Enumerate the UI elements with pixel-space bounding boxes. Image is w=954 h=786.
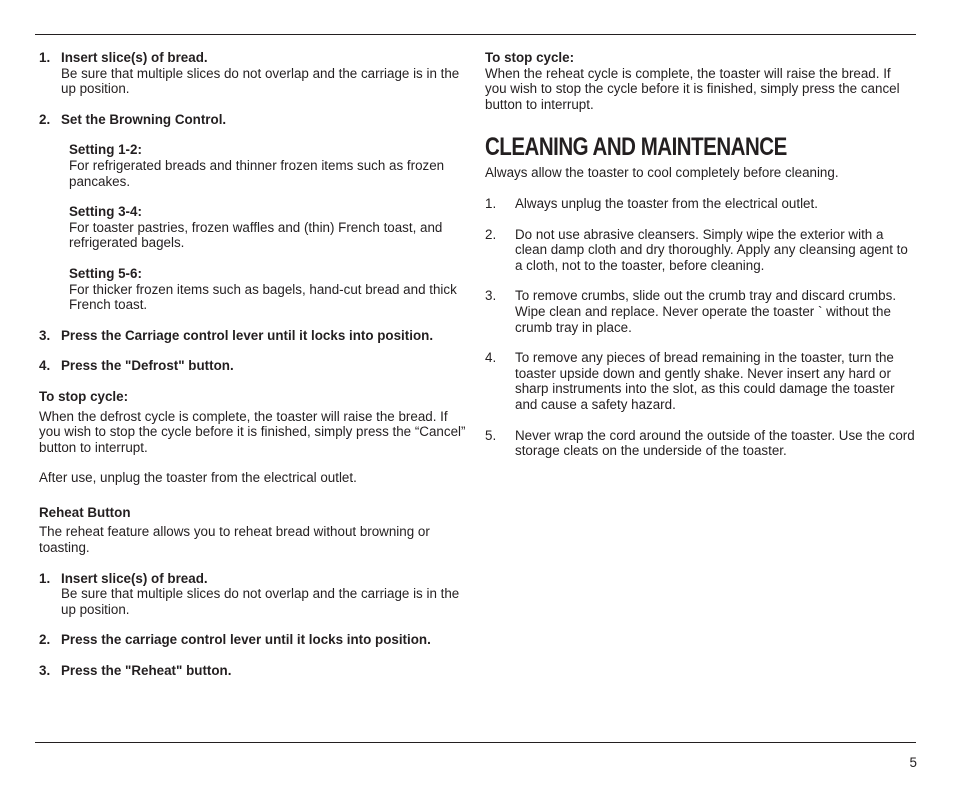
step-title: Insert slice(s) of bread. — [61, 50, 208, 65]
section-title: CLEANING AND MAINTENANCE — [485, 133, 787, 162]
step-title: Press the "Reheat" button. — [61, 663, 232, 679]
left-column — [39, 50, 469, 679]
step-title: Insert slice(s) of bread. — [61, 570, 208, 586]
setting-text: For refrigerated breads and thinner frozen items such as frozen pancakes. — [69, 157, 445, 189]
step-title: Press the carriage control lever until it locks into position. — [61, 632, 431, 648]
setting-text: For toaster pastries, frozen waffles and (thin) French toast, and refrigerated bagels. — [69, 219, 443, 251]
reheat-step-2 — [39, 632, 469, 648]
step-number: 3. — [39, 663, 51, 679]
step-text: Be sure that multiple slices do not overlap and the carriage is in the up position. — [61, 586, 460, 617]
step-text: Never wrap the cord around the outside of the toaster. Use the cord storage cleats on the underside of the toaster. — [515, 427, 915, 459]
reheat-stop-text: When the reheat cycle is complete, the toaster will raise the bread. If you wish to stop the cycle before it is finished, simply press the cancel button to interrupt. — [485, 65, 900, 112]
top-rule — [35, 34, 916, 35]
step-number: 5. — [485, 427, 497, 443]
bottom-rule — [35, 742, 916, 743]
reheat-step-1 — [39, 571, 469, 618]
browning-setting-1-2 — [69, 142, 469, 189]
page-number: 5 — [909, 755, 917, 770]
toast-step-2 — [39, 112, 469, 128]
reheat-stop-heading: To stop cycle: — [485, 50, 575, 65]
toast-step-4 — [39, 358, 469, 374]
cleaning-intro: Always allow the toaster to cool completely before cleaning. — [485, 165, 839, 181]
reheat-intro: The reheat feature allows you to reheat bread without browning or toasting. — [39, 524, 430, 556]
step-number: 2. — [39, 111, 51, 127]
cleaning-step-1 — [485, 196, 915, 212]
step-number: 3. — [39, 327, 51, 343]
right-column — [485, 50, 915, 459]
toast-step-1 — [39, 50, 469, 97]
setting-title: Setting 1-2: — [69, 142, 142, 158]
defrost-stop-heading: To stop cycle: — [39, 388, 129, 404]
step-number: 1. — [39, 50, 51, 65]
step-text: To remove crumbs, slide out the crumb tray and discard crumbs. Wipe clean and replace. Never operate the toaster ` without the crumb tray in place. — [515, 288, 897, 335]
defrost-stop-text: When the defrost cycle is complete, the toaster will raise the bread. If you wish to stop the cycle before it is finished, simply press the “Cancel” button to interrupt. — [39, 408, 466, 455]
step-title: Set the Browning Control. — [61, 111, 227, 127]
step-number: 2. — [485, 226, 497, 242]
step-title: Press the "Defrost" button. — [61, 358, 234, 374]
step-text: Be sure that multiple slices do not overlap and the carriage is in the up position. — [61, 65, 460, 97]
step-title: Press the Carriage control lever until it locks into position. — [61, 327, 434, 343]
cleaning-step-3 — [485, 288, 915, 335]
step-text: Always unplug the toaster from the electrical outlet. — [515, 195, 818, 211]
step-text: To remove any pieces of bread remaining in the toaster, turn the toaster upside down and gently shake. Never insert any hard or sharp instruments into the slot, as this could damage the toaster and cause a safety hazard. — [515, 350, 895, 412]
reheat-step-3 — [39, 663, 469, 679]
cleaning-step-2 — [485, 227, 915, 274]
step-number: 1. — [485, 195, 497, 211]
toast-step-3 — [39, 328, 469, 344]
browning-setting-5-6 — [69, 266, 469, 313]
setting-title: Setting 3-4: — [69, 204, 142, 220]
step-number: 2. — [39, 632, 51, 648]
setting-title: Setting 5-6: — [69, 265, 142, 281]
step-number: 4. — [485, 350, 497, 366]
step-number: 1. — [39, 570, 51, 586]
cleaning-step-5 — [485, 428, 915, 459]
step-number: 3. — [485, 288, 497, 304]
reheat-heading: Reheat Button — [39, 504, 131, 520]
setting-text: For thicker frozen items such as bagels, hand-cut bread and thick French toast. — [69, 281, 457, 313]
browning-setting-3-4 — [69, 204, 469, 251]
step-number: 4. — [39, 358, 51, 374]
cleaning-step-4 — [485, 350, 915, 412]
step-text: Do not use abrasive cleansers. Simply wipe the exterior with a clean damp cloth and dry thoroughly. Apply any cleansing agent to a cloth, not to the toaster, before cleaning. — [515, 226, 908, 273]
after-use-text: After use, unplug the toaster from the electrical outlet. — [39, 470, 357, 486]
